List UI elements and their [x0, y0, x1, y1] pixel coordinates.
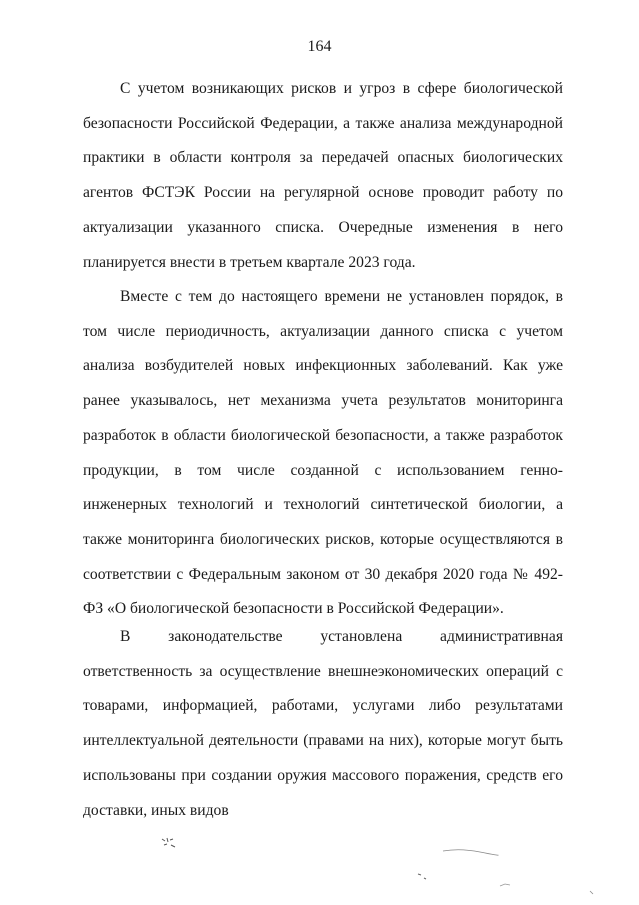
scan-artifact — [498, 880, 512, 890]
paragraph: С учетом возникающих рисков и угроз в сфере биологической безопасности Российской Федерации, а также анализа международной практики в области контроля за передачей опасных биологических агентов ФСТЭК России на регулярной основе проводит работу по актуализации указанного списка. Очередные изменения в него планируется внести в третьем квартале 2023 года. — [83, 80, 563, 271]
paragraph: Вместе с тем до настоящего времени не установлен порядок, в том числе периодичность, актуализации данного списка с учетом анализа возбудителей новых инфекционных заболеваний. Как уже ранее указывалось, нет механизма учета результатов мониторинга разработок в области биологической безопасности, а также разработок продукции, в том числе созданной с использованием генно-инженерных технологий и технологий синтетической биологии, а также мониторинга биологических рисков, которые осуществляются в соответствии с Федеральным законом от 30 декабря 2020 года № 492-ФЗ «О биологической безопасности в Российской Федерации». — [83, 288, 563, 618]
scan-artifact — [588, 888, 600, 898]
scan-artifact — [160, 836, 180, 850]
scan-artifact — [440, 846, 500, 860]
paragraph: В законодательстве установлена административная ответственность за осуществление внешнеэкономических операций с товарами, информацией, работами, услугами либо результатами интеллектуальной деятельности (правами на них), которые могут быть использованы при создании оружия массового поражения, средств его доставки, иных видов — [83, 628, 563, 819]
page-number: 164 — [307, 38, 332, 55]
scan-artifact — [415, 870, 431, 882]
